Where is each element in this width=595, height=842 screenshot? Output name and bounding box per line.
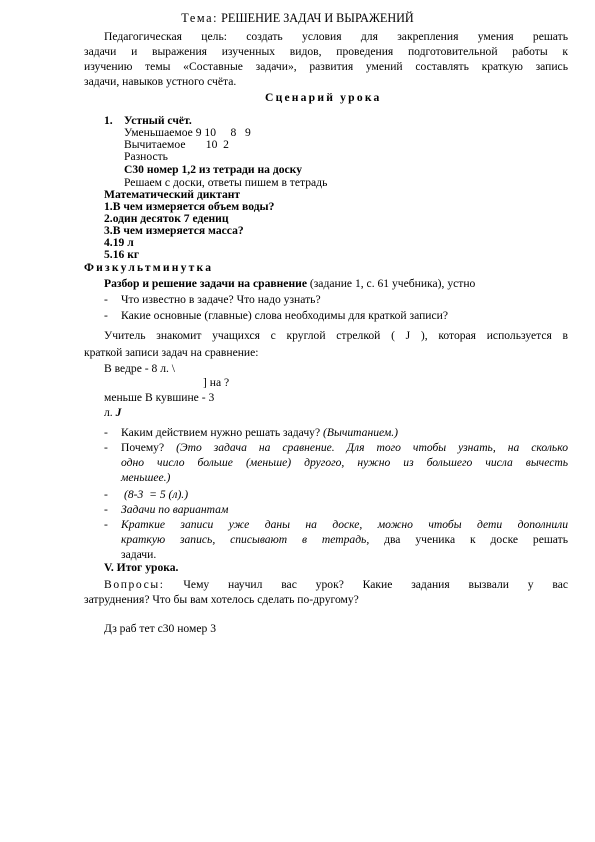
liter-label: л. <box>104 406 113 419</box>
dictation-q2: 2.один десяток 7 едениц <box>104 212 229 225</box>
questions-label: Вопросы: <box>104 578 165 591</box>
title-prefix: Тема: <box>181 11 219 25</box>
questions-line-1 <box>104 578 568 591</box>
section-5-title: V. Итог урока. <box>104 561 179 574</box>
document-title <box>0 12 595 25</box>
bullet-dash: - <box>104 293 108 306</box>
analysis-title: Разбор и решение задачи на сравнение <box>104 277 307 290</box>
dictation-a5: 5.16 кг <box>104 248 140 261</box>
bullet-variants: Задачи по вариантам <box>121 503 229 516</box>
bullet-notes-line-1: Краткие записи уже даны на доске, можно чтобы дети дополнили <box>121 518 568 531</box>
bracket-line: ] на ? <box>203 376 230 389</box>
bullet-dash: - <box>104 441 108 454</box>
liter-line <box>104 406 121 419</box>
notes-board: два ученика к доске решать <box>369 533 568 546</box>
dictation-q3: 3.В чем измеряется масса? <box>104 224 244 237</box>
bullet-dash: - <box>104 518 108 531</box>
questions-line-2: затруднения? Что бы вам хотелось сделать по-другому? <box>84 593 359 606</box>
bullet-action <box>121 426 398 439</box>
section-1-number: 1. <box>104 114 113 127</box>
round-arrow-symbol: J <box>115 406 122 419</box>
difference-row: Разность <box>124 150 168 163</box>
bullet-why-line-3: меньшее.) <box>121 471 171 484</box>
bullet-known: Что известно в задаче? Что надо узнать? <box>121 293 321 306</box>
action-question: Каким действием нужно решать задачу? <box>121 426 321 439</box>
dictation-a4: 4.19 л <box>104 236 134 249</box>
bullet-notes-line-3: задачи. <box>121 548 157 561</box>
c30-task: С30 номер 1,2 из тетради на доску <box>124 163 302 176</box>
section-1-title: Устный счёт. <box>124 114 192 127</box>
bullet-why-line-1 <box>121 441 568 454</box>
bullet-dash: - <box>104 488 108 501</box>
teacher-line-1: Учитель знакомит учащихся с круглой стрелкой ( J ), которая используется в <box>104 329 568 342</box>
bullet-solution: (8-3 = 5 (л).) <box>124 488 189 501</box>
minuend-row: Уменьшаемое 9 10 8 9 <box>124 126 251 139</box>
questions-text-1: Чему научил вас урок? Какие задания вызвали у вас <box>164 578 568 591</box>
bullet-keywords: Какие основные (главные) слова необходимы для краткой записи? <box>121 309 449 322</box>
solve-board: Решаем с доски, ответы пишем в тетрадь <box>124 176 328 189</box>
dictation-q1: 1.В чем измеряется объем воды? <box>104 200 275 213</box>
action-answer: (Вычитанием.) <box>323 426 399 439</box>
analysis-line <box>104 277 475 290</box>
why-question: Почему? <box>121 441 165 454</box>
intro-line-4: задачи, навыков устного счёта. <box>84 75 237 88</box>
teacher-line-2: краткой записи задач на сравнение: <box>84 346 259 359</box>
dictation-title: Математический диктант <box>104 188 241 201</box>
fizkultminutka-heading: Физкультминутка <box>84 261 214 274</box>
notes-copy: краткую запись, списывают в тетрадь, <box>121 533 370 546</box>
scenario-heading: Сценарий урока <box>265 91 382 104</box>
intro-line-2: задачи и выражения изученных видов, проведения подготовительной работы к <box>84 45 568 58</box>
bullet-dash: - <box>104 426 108 439</box>
jug-line: меньше В кувшине - 3 <box>104 391 215 404</box>
bullet-why-line-2: одно число больше (меньше) другого, нужно из большего числа вычесть <box>121 456 568 469</box>
bullet-notes-line-2 <box>121 533 568 546</box>
analysis-tail: (задание 1, с. 61 учебника), устно <box>306 277 476 290</box>
intro-line-1: Педагогическая цель: создать условия для закрепления умения решать <box>104 30 568 43</box>
bullet-dash: - <box>104 309 108 322</box>
homework-line: Дз раб тет с30 номер 3 <box>104 622 216 635</box>
why-answer-1: (Это задача на сравнение. Для того чтобы узнать, на сколько <box>176 441 568 454</box>
subtrahend-row: Вычитаемое 10 2 <box>124 138 229 151</box>
intro-line-3: изучению темы «Составные задачи», развития умений составлять краткую запись <box>84 60 568 73</box>
bucket-line: В ведре - 8 л. \ <box>104 362 176 375</box>
bullet-dash: - <box>104 503 108 516</box>
title-main: РЕШЕНИЕ ЗАДАЧ И ВЫРАЖЕНИЙ <box>218 11 414 25</box>
